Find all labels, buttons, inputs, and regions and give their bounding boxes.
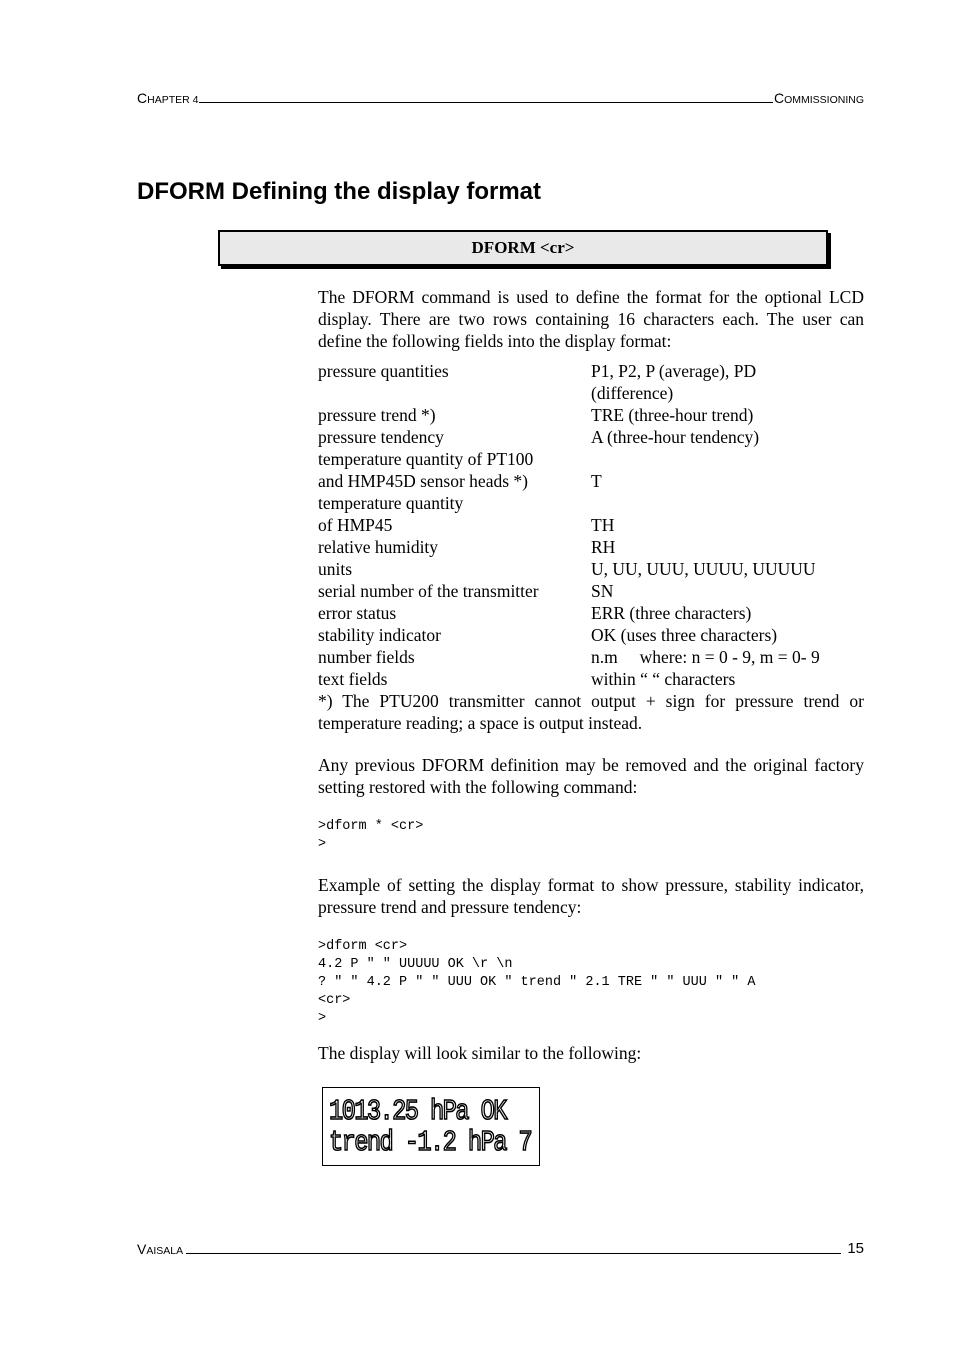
- field-name: relative humidity: [318, 537, 439, 557]
- field-value: within “ “ characters: [591, 669, 736, 689]
- lcd-line-2: trend -1.2 hPa 7: [329, 1125, 532, 1159]
- section-label: COMMISSIONING: [773, 90, 864, 106]
- body-text: [318, 286, 864, 1064]
- lcd-display-illustration: [322, 1087, 540, 1166]
- field-row: [318, 558, 864, 580]
- field-value: (difference): [591, 383, 674, 403]
- intro-paragraph: The DFORM command is used to define the format for the optional LCD display. There are two rows containing 16 characters each. The user can define the following fields into the display format:: [318, 287, 864, 351]
- field-name: pressure trend *): [318, 405, 436, 425]
- field-table: [318, 360, 864, 690]
- field-row: [318, 404, 864, 426]
- field-value: n.m where: n = 0 - 9, m = 0- 9: [591, 647, 820, 667]
- field-name: number fields: [318, 647, 415, 667]
- field-row: [318, 448, 864, 470]
- field-name: temperature quantity: [318, 493, 464, 513]
- example-code-block: >dform <cr> 4.2 P " " UUUUU OK \r \n ? " " 4.2 P " " UUU OK " trend " 2.1 TRE " " UUU " " A <cr> >: [318, 939, 756, 1026]
- field-row: [318, 470, 864, 492]
- page-header: [137, 90, 864, 106]
- field-value: SN: [591, 581, 614, 601]
- field-value: RH: [591, 537, 616, 557]
- field-row: [318, 602, 864, 624]
- reset-paragraph: Any previous DFORM definition may be removed and the original factory setting restored with the following command:: [318, 755, 864, 797]
- lcd-line-1: 1013.25 hPa OK: [329, 1094, 506, 1128]
- field-value: OK (uses three characters): [591, 625, 778, 645]
- page-title: DFORM Defining the display format: [137, 178, 542, 205]
- field-name: pressure quantities: [318, 361, 449, 381]
- field-name: error status: [318, 603, 397, 623]
- field-value: T: [591, 471, 602, 491]
- field-row: [318, 426, 864, 448]
- field-value: A (three-hour tendency): [591, 427, 760, 447]
- field-name: of HMP45: [318, 515, 393, 535]
- field-name: pressure tendency: [318, 427, 444, 447]
- field-name: serial number of the transmitter: [318, 581, 539, 601]
- field-name: and HMP45D sensor heads *): [318, 471, 528, 491]
- field-row: [318, 580, 864, 602]
- example-paragraph: Example of setting the display format to show pressure, stability indicator, pressure trend and pressure tendency:: [318, 875, 864, 917]
- field-name: text fields: [318, 669, 388, 689]
- header-rule: [199, 102, 772, 103]
- field-name: [318, 382, 591, 404]
- footer-rule: [186, 1253, 841, 1254]
- field-value: U, UU, UUU, UUUU, UUUUU: [591, 559, 816, 579]
- field-value: TRE (three-hour trend): [591, 405, 754, 425]
- reset-code-block: >dform * <cr> >: [318, 819, 424, 852]
- field-row: [318, 646, 864, 668]
- field-name: stability indicator: [318, 625, 441, 645]
- field-value: TH: [591, 515, 615, 535]
- field-row: [318, 624, 864, 646]
- field-row: [318, 382, 864, 404]
- page-footer: [137, 1240, 864, 1257]
- field-row: [318, 492, 864, 514]
- field-value: ERR (three characters): [591, 603, 752, 623]
- page-number: 15: [847, 1240, 864, 1257]
- field-row: [318, 536, 864, 558]
- field-value: [591, 492, 864, 514]
- display-paragraph: The display will look similar to the following:: [318, 1043, 642, 1063]
- chapter-label: CHAPTER 4: [137, 90, 199, 106]
- command-box: DFORM <cr>: [218, 230, 828, 266]
- field-value: P1, P2, P (average), PD: [591, 361, 757, 381]
- field-name: units: [318, 559, 353, 579]
- footnote: *) The PTU200 transmitter cannot output + sign for pressure trend or temperature reading; a space is output instead.: [318, 691, 864, 733]
- field-row: [318, 360, 864, 382]
- field-value: [591, 448, 864, 470]
- field-name: temperature quantity of PT100: [318, 449, 534, 469]
- field-row: [318, 668, 864, 690]
- field-row: [318, 514, 864, 536]
- footer-company: VAISALA: [137, 1241, 184, 1257]
